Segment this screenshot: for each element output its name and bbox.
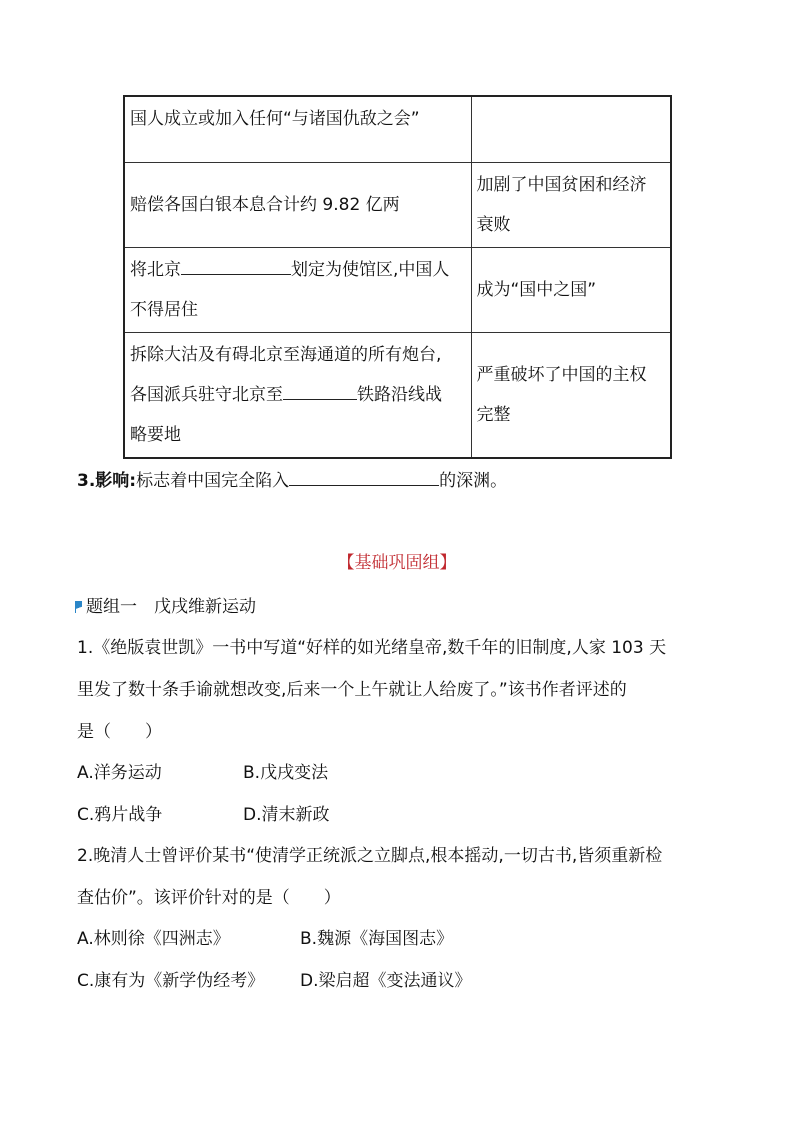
question-1-option-a[interactable]: A.洋务运动 xyxy=(77,763,162,783)
group-title: 题组一 戊戌维新运动 xyxy=(75,592,256,617)
impact-label: 3.影响: xyxy=(77,471,137,491)
table-row xyxy=(124,96,671,162)
fill-in-blank[interactable] xyxy=(289,466,439,486)
flag-icon xyxy=(75,601,82,613)
question-2-option-a[interactable]: A.林则徐《四洲志》 xyxy=(77,929,230,949)
question-1-line-3: 是（ ） xyxy=(77,722,162,742)
table-cell-impact: 成为“国中之国” xyxy=(471,247,671,332)
table-cell-impact xyxy=(471,96,671,162)
question-2-option-d[interactable]: D.梁启超《变法通议》 xyxy=(300,971,472,991)
question-2-option-b[interactable]: B.魏源《海国图志》 xyxy=(300,929,454,949)
fill-in-blank[interactable] xyxy=(181,255,291,275)
section-title: 【基础巩固组】 xyxy=(337,553,457,573)
table-cell-provision: 拆除大沽及有碍北京至海通道的所有炮台, 各国派兵驻守北京至 铁路沿线战 略要地 xyxy=(124,332,471,458)
question-1-line-2: 里发了数十条手谕就想改变,后来一个上午就让人给废了。”该书作者评述的 xyxy=(77,680,627,700)
question-1-option-d[interactable]: D.清末新政 xyxy=(243,805,330,825)
table-row xyxy=(124,247,671,332)
question-1-option-c[interactable]: C.鸦片战争 xyxy=(77,805,163,825)
table-cell-impact: 严重破坏了中国的主权 完整 xyxy=(471,332,671,458)
fill-in-blank[interactable] xyxy=(283,380,357,400)
question-2-line-2: 查估价”。该评价针对的是（ ） xyxy=(77,888,341,908)
table-row xyxy=(124,332,671,458)
question-1-option-b[interactable]: B.戊戌变法 xyxy=(243,763,329,783)
impact-line: 3.影响:标志着中国完全陷入 的深渊。 xyxy=(77,466,507,491)
table-row xyxy=(124,162,671,247)
table-cell-provision: 将北京 划定为使馆区,中国人 不得居住 xyxy=(124,247,471,332)
treaty-table xyxy=(123,95,672,459)
question-2-line-1: 2.晚清人士曾评价某书“使清学正统派之立脚点,根本摇动,一切古书,皆须重新检 xyxy=(77,846,663,866)
table-cell-provision: 赔偿各国白银本息合计约 9.82 亿两 xyxy=(124,162,471,247)
table-cell-provision: 国人成立或加入任何“与诸国仇敌之会” xyxy=(124,96,471,162)
question-2-option-c[interactable]: C.康有为《新学伪经考》 xyxy=(77,971,265,991)
table-cell-impact: 加剧了中国贫困和经济 衰败 xyxy=(471,162,671,247)
question-1-line-1: 1.《绝版袁世凯》一书中写道“好样的如光绪皇帝,数千年的旧制度,人家 103 天 xyxy=(77,638,667,658)
